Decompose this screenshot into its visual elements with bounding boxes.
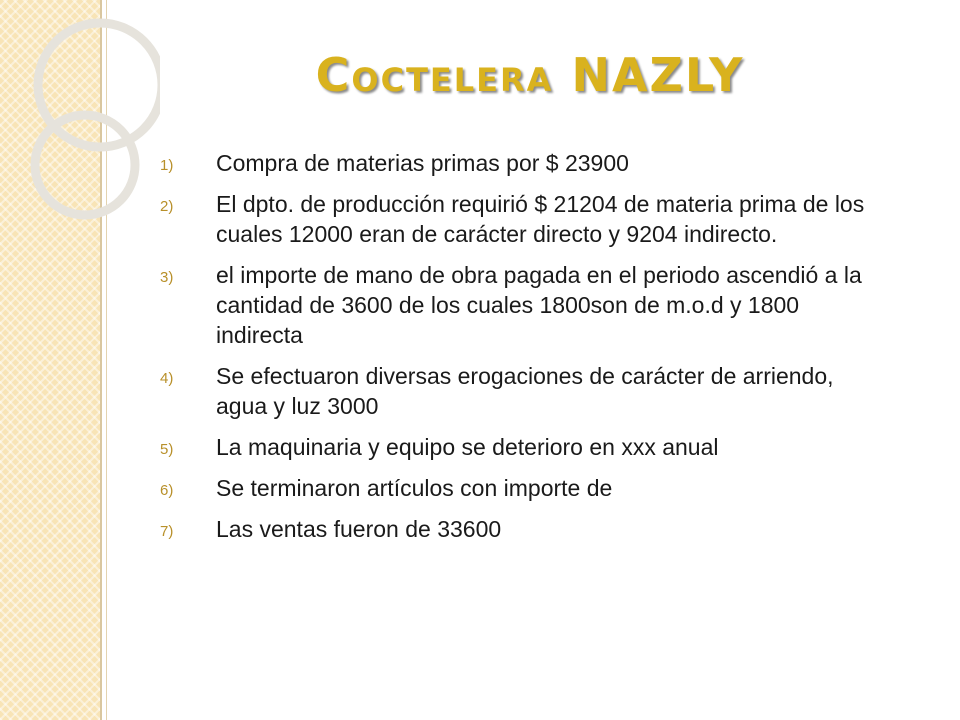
list-item [160, 361, 890, 421]
list-item-number: 5) [160, 441, 174, 458]
list-item-text: el importe de mano de obra pagada en el periodo ascendió a la cantidad de 3600 de los cuales 1800son de m.o.d y 1800 indirecta [216, 262, 862, 348]
list-item [160, 189, 890, 249]
list-item-text: Las ventas fueron de 33600 [216, 516, 502, 542]
list-item-number: 7) [160, 523, 174, 540]
numbered-list [160, 148, 890, 555]
ring-small [35, 115, 135, 215]
list-item [160, 148, 890, 178]
slide-title: Coctelera NAZLY [315, 48, 745, 102]
list-item-number: 1) [160, 157, 174, 174]
list-item-number: 6) [160, 482, 174, 499]
list-item [160, 514, 890, 544]
list-item [160, 432, 890, 462]
list-item-number: 2) [160, 198, 174, 215]
list-item-text: Compra de materias primas por $ 23900 [216, 150, 629, 176]
list-item-text: Se terminaron artículos con importe de [216, 475, 613, 501]
list-item-number: 3) [160, 269, 174, 286]
list-item-text: La maquinaria y equipo se deterioro en xxx anual [216, 434, 719, 460]
list-item [160, 473, 890, 503]
decorative-rings [0, 0, 160, 280]
list-item-text: El dpto. de producción requirió $ 21204 de materia prima de los cuales 12000 eran de carácter directo y 9204 indirecto. [216, 191, 865, 247]
list-item-text: Se efectuaron diversas erogaciones de carácter de arriendo, agua y luz 3000 [216, 363, 834, 419]
list-item [160, 260, 890, 350]
list-item-number: 4) [160, 370, 174, 387]
